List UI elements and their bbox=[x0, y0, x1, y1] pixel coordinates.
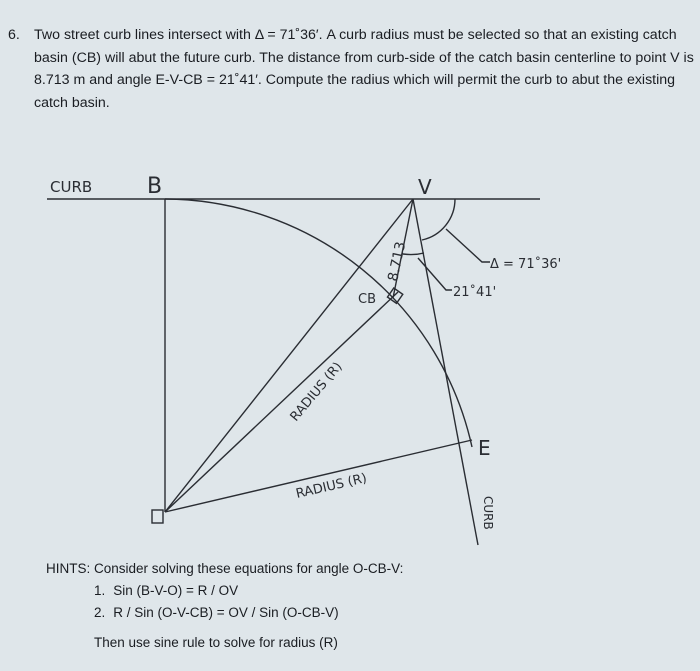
point-o-marker bbox=[152, 510, 163, 523]
cb-label: CB bbox=[358, 292, 376, 307]
delta-label: Δ = 71˚36' bbox=[490, 257, 562, 272]
point-v-label: V bbox=[418, 175, 432, 199]
line-o-e bbox=[165, 440, 472, 512]
hints-conclusion: Then use sine rule to solve for radius (R) bbox=[94, 635, 338, 650]
hint-text: Sin (B-V-O) = R / OV bbox=[113, 583, 239, 598]
problem-text: Two street curb lines intersect with Δ = 71˚36′. A curb radius must be selected so that an existing catch basin (CB) will abut the future curb. The distance from curb-side of the catch basin centerline to point V is 8.713 m and angle E-V-CB = 21˚41′. Compute the radius which will permit the curb to abut the existing catch basin. bbox=[34, 27, 694, 111]
problem-number: 6. bbox=[8, 27, 20, 43]
point-b-label: B bbox=[147, 174, 163, 199]
hint-number: 1. bbox=[94, 583, 106, 598]
angle-label: 21˚41' bbox=[453, 285, 497, 300]
line-v-e-curb bbox=[413, 199, 478, 545]
hint-text: R / Sin (O-V-CB) = OV / Sin (O-CB-V) bbox=[113, 605, 339, 620]
line-o-v bbox=[165, 199, 413, 512]
hint-item bbox=[94, 580, 403, 602]
hint-number: 2. bbox=[94, 605, 106, 620]
curb-right-label: CURB bbox=[481, 496, 495, 530]
curb-top-label: CURB bbox=[50, 178, 93, 196]
delta-angle-arc bbox=[422, 199, 455, 240]
hint-item bbox=[94, 602, 403, 624]
hints-section bbox=[46, 558, 404, 654]
distance-label: 8.713 bbox=[385, 240, 410, 283]
point-e-label: E bbox=[478, 436, 491, 460]
radius-label-bottom: RADIUS (R) bbox=[294, 471, 369, 502]
delta-leader bbox=[446, 229, 490, 262]
hints-title: HINTS: Consider solving these equations for angle O-CB-V: bbox=[46, 561, 404, 576]
radius-label-diagonal: RADIUS (R) bbox=[287, 359, 346, 425]
angle-leader bbox=[418, 258, 452, 290]
curb-arc bbox=[165, 199, 472, 447]
